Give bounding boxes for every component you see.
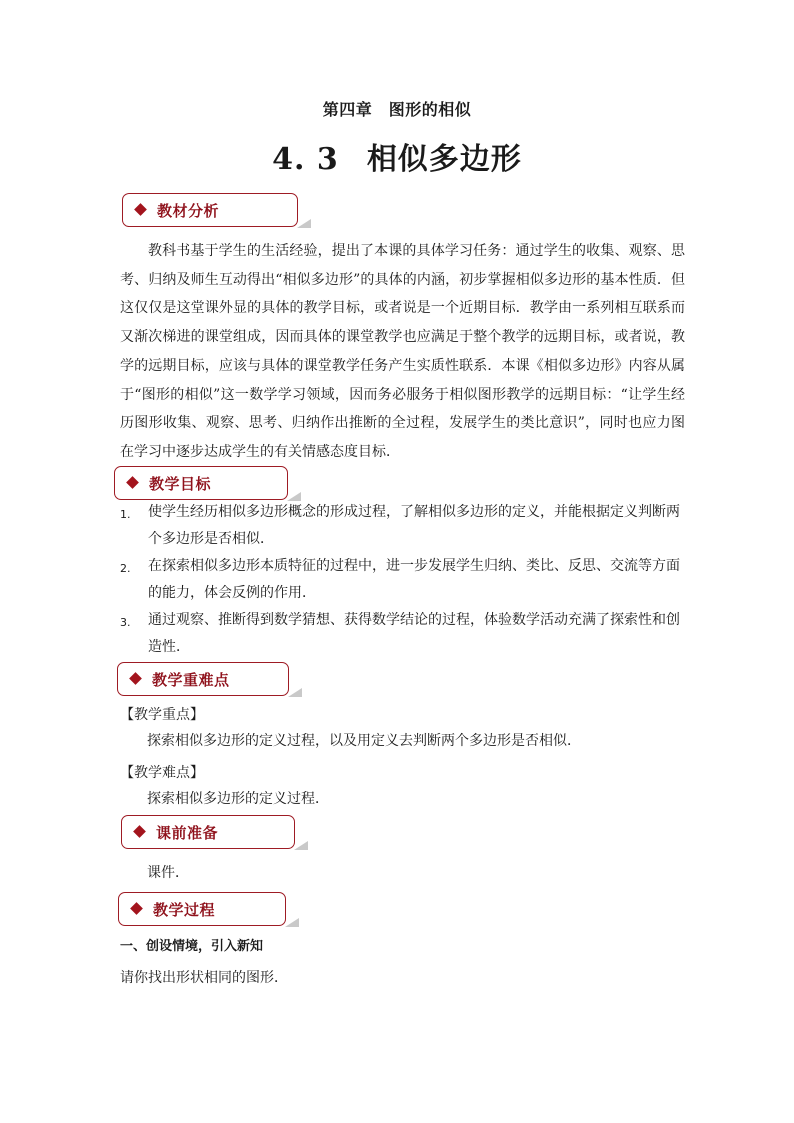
objectives-list bbox=[120, 499, 690, 661]
section-label: 课前准备 bbox=[156, 824, 219, 842]
objective-text: 通过观察、推断得到数学猜想、获得数学结论的过程，体验数学活动充满了探索性和创造性． bbox=[148, 612, 680, 655]
section-header-analysis bbox=[122, 193, 298, 227]
objective-text: 在探索相似多边形本质特征的过程中，进一步发展学生归纳、类比、反思、交流等方面的能力，体会反例的作用． bbox=[148, 558, 680, 601]
process-step-heading: 一、创设情境，引入新知 bbox=[120, 939, 264, 954]
objective-item bbox=[120, 499, 690, 553]
section-header-objectives bbox=[114, 466, 288, 500]
analysis-paragraph: 教科书基于学生的生活经验，提出了本课的具体学习任务：通过学生的收集、观察、思考、归纳及师生互动得出“相似多边形”的具体的内涵，初步掌握相似多边形的基本性质．但这仅仅是这堂课外显的具体的教学目标，或者说是一个近期目标．教学由一系列相互联系而又渐次梯进的课堂组成，因而具体的课堂教学也应满足于整个教学的远期目标，或者说，教学的远期目标，应该与具体的课堂教学任务产生实质性联系．本课《相似多边形》内容从属于“图形的相似”这一数学学习领域，因而务必服务于相似图形教学的远期目标：“让学生经历图形收集、观察、思考、归纳作出推断的全过程，发展学生的类比意识”，同时也应力图在学习中逐步达成学生的有关情感态度目标． bbox=[120, 243, 685, 460]
preparation-text: 课件． bbox=[147, 865, 189, 881]
objective-text: 使学生经历相似多边形概念的形成过程，了解相似多边形的定义，并能根据定义判断两个多边形是否相似． bbox=[148, 504, 680, 547]
diamond-bullet-icon bbox=[134, 203, 147, 216]
objective-index: 3. bbox=[120, 616, 131, 629]
section-header-keypoints bbox=[117, 662, 289, 696]
section-header-process bbox=[118, 892, 286, 926]
diamond-bullet-icon bbox=[133, 825, 146, 838]
key-point-text: 探索相似多边形的定义过程，以及用定义去判断两个多边形是否相似． bbox=[147, 733, 581, 749]
process-text: 请你找出形状相同的图形． bbox=[120, 970, 288, 986]
difficult-point-label: 【教学难点】 bbox=[120, 765, 204, 781]
diamond-bullet-icon bbox=[129, 672, 142, 685]
lesson-number: 4. 3 bbox=[272, 142, 339, 177]
section-label: 教学目标 bbox=[149, 475, 212, 493]
difficult-point-text: 探索相似多边形的定义过程． bbox=[147, 791, 329, 807]
section-header-preparation bbox=[121, 815, 295, 849]
section-label: 教材分析 bbox=[157, 202, 220, 220]
objective-index: 1. bbox=[120, 508, 131, 521]
key-point-label: 【教学重点】 bbox=[120, 707, 204, 723]
objective-item bbox=[120, 553, 690, 607]
lesson-title bbox=[0, 134, 794, 178]
objective-item bbox=[120, 607, 690, 661]
chapter-title: 第四章 图形的相似 bbox=[322, 100, 472, 119]
diamond-bullet-icon bbox=[130, 902, 143, 915]
section-label: 教学重难点 bbox=[152, 671, 230, 689]
lesson-name: 相似多边形 bbox=[366, 142, 522, 177]
objective-index: 2. bbox=[120, 562, 131, 575]
diamond-bullet-icon bbox=[126, 476, 139, 489]
section-label: 教学过程 bbox=[153, 901, 216, 919]
